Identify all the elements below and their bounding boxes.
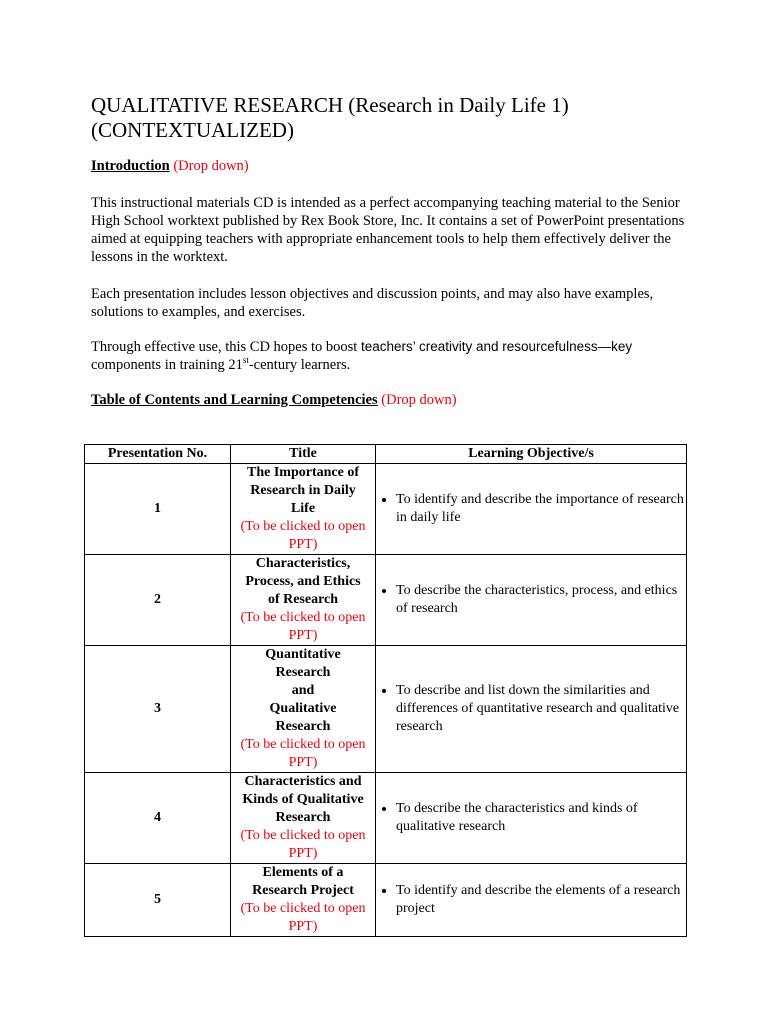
table-row — [85, 464, 687, 555]
row-title-cell — [231, 646, 376, 773]
document-title — [91, 93, 691, 143]
row-title-line: Research — [275, 810, 331, 825]
row-title-line: Life — [290, 501, 316, 516]
introduction-dropdown[interactable]: (Drop down) — [173, 158, 249, 174]
row-title-line: Elements of a — [262, 865, 344, 880]
header-title: Title — [231, 445, 376, 464]
table-row — [85, 773, 687, 864]
open-ppt-link[interactable]: (To be clicked to open PPT) — [240, 737, 366, 770]
row-title-line: Characteristics, — [255, 556, 351, 571]
row-title-cell — [231, 555, 376, 646]
row-objective-cell — [376, 555, 687, 646]
row-number: 5 — [85, 864, 231, 937]
row-title-line: of Research — [267, 592, 339, 607]
open-ppt-link[interactable]: (To be clicked to open PPT) — [240, 519, 366, 552]
row-number: 3 — [85, 646, 231, 773]
toc-label: Table of Contents and Learning Competencies — [91, 392, 378, 408]
open-ppt-link[interactable]: (To be clicked to open PPT) — [240, 901, 366, 934]
row-title-cell — [231, 864, 376, 937]
row-title-line: Research — [275, 665, 331, 680]
row-number: 2 — [85, 555, 231, 646]
row-title-line: Characteristics and — [244, 774, 362, 789]
objective-item: • To identify and describe the elements of a research project — [396, 882, 686, 918]
intro-paragraph-3 — [91, 338, 691, 374]
objective-item: • To describe the characteristics, process, and ethics of research — [396, 582, 686, 618]
intro-paragraph-1: This instructional materials CD is intended as a perfect accompanying teaching material to the Senior High School worktext published by Rex Book Store, Inc. It contains a set of PowerPoint presentations aimed at equipping teachers with appropriate enhancement tools to help them effectively deliver the lessons in the worktext. — [91, 195, 685, 265]
toc-dropdown[interactable]: (Drop down) — [381, 392, 457, 408]
intro-p3-part-c: components in training 21 — [91, 357, 243, 373]
row-title-line: Research — [275, 719, 331, 734]
intro-paragraph-2: Each presentation includes lesson objectives and discussion points, and may also have examples, solutions to examples, and exercises. — [91, 286, 654, 320]
objective-item: • To describe and list down the similarities and differences of quantitative research and qualitative research — [396, 682, 686, 736]
row-title-line: The Importance of — [247, 465, 359, 480]
row-title-line: Quantitative — [265, 647, 341, 662]
row-number: 4 — [85, 773, 231, 864]
objective-item: • To describe the characteristics and kinds of qualitative research — [396, 800, 686, 836]
intro-p3-part-b: teachers’ creativity and resourcefulness—key — [360, 339, 633, 354]
intro-p3-superscript: st — [242, 355, 249, 366]
toc-table — [84, 444, 687, 937]
row-title-line: Research Project — [252, 883, 354, 898]
row-title-line: and — [291, 683, 315, 698]
introduction-label: Introduction — [91, 158, 170, 174]
open-ppt-link[interactable]: (To be clicked to open PPT) — [240, 828, 366, 861]
table-row — [85, 864, 687, 937]
row-title-line: Process, and Ethics — [245, 574, 361, 589]
row-objective-cell — [376, 464, 687, 555]
row-title-cell — [231, 773, 376, 864]
open-ppt-link[interactable]: (To be clicked to open PPT) — [240, 610, 366, 643]
title-line-1: QUALITATIVE RESEARCH (Research in Daily Life 1) — [91, 93, 569, 117]
header-learning-objective: Learning Objective/s — [376, 445, 687, 464]
title-line-2: (CONTEXTUALIZED) — [91, 118, 294, 142]
table-row — [85, 555, 687, 646]
row-objective-cell — [376, 646, 687, 773]
intro-p3-part-a: Through effective use, this CD hopes to boost — [91, 339, 361, 355]
intro-p3-part-d: -century learners. — [248, 357, 351, 373]
header-presentation-no: Presentation No. — [85, 445, 231, 464]
introduction-heading — [91, 157, 249, 175]
row-title-line: Kinds of Qualitative — [242, 792, 364, 807]
table-header-row — [85, 445, 687, 464]
row-title-line: Qualitative — [269, 701, 337, 716]
toc-heading — [91, 391, 457, 409]
row-objective-cell — [376, 864, 687, 937]
objective-item: • To identify and describe the importance of research in daily life — [396, 491, 686, 527]
table-row — [85, 646, 687, 773]
row-number: 1 — [85, 464, 231, 555]
row-title-line: Research in Daily — [250, 483, 356, 498]
row-objective-cell — [376, 773, 687, 864]
row-title-cell — [231, 464, 376, 555]
